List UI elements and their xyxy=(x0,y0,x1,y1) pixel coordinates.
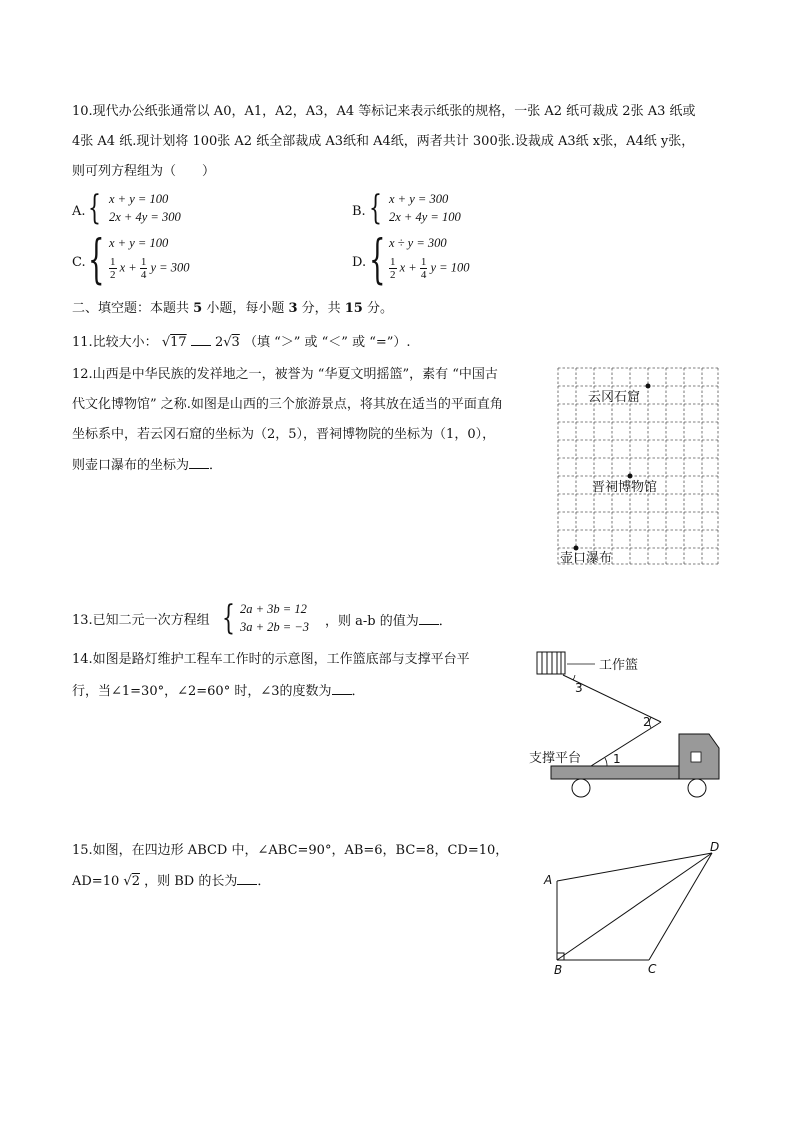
q12-line4: 则壶口瀑布的坐标为 ． xyxy=(72,458,223,473)
q10-option-A-brace: { xyxy=(88,188,101,228)
label-platform: 支撑平台 xyxy=(529,751,582,766)
q10-option-B-eq1: x + y = 300 xyxy=(389,192,449,206)
label-point-A: A xyxy=(544,873,553,887)
label-point-D: D xyxy=(710,840,720,854)
sqrt-icon: √3 xyxy=(223,335,240,350)
q12-answer-blank[interactable] xyxy=(189,456,209,469)
q13-tail: ，则 a-b 的值为 ． xyxy=(325,614,452,629)
cab-window xyxy=(691,752,701,762)
q11-answer-blank[interactable] xyxy=(191,333,211,346)
point-hukou xyxy=(574,546,579,551)
q14-truck-diagram xyxy=(525,648,725,800)
fraction-quarter: $\frac{1}{4}$ xyxy=(420,256,427,281)
label-jinci: 晋祠博物馆 xyxy=(592,480,658,495)
q10-option-C-label: C. xyxy=(72,255,86,270)
q14-answer-blank[interactable] xyxy=(332,682,352,695)
q10-option-C-eq2: $\frac{1}{2}$ x + $\frac{1}{4}$ y = 300 xyxy=(110,256,190,281)
fraction-half: $\frac{1}{2}$ xyxy=(390,256,396,281)
q15-line2: AD=10 √2 ，则 BD 的长为 ． xyxy=(72,874,271,889)
label-angle1: 1 xyxy=(613,752,621,766)
q10-option-B-eq2: 2x + 4y = 100 xyxy=(389,210,461,224)
q10-line1: 10.现代办公纸张通常以 A0，A1，A2，A3，A4 等标记来表示纸张的规格，一张 A2 纸可裁成 2张 A3 纸或 xyxy=(72,104,696,119)
q12-line3: 坐标系中，若云冈石窟的坐标为（2，5），晋祠博物院的坐标为（1，0）， xyxy=(72,427,496,442)
q10-option-B-brace: { xyxy=(369,188,382,228)
q10-line2: 4张 A4 纸.现计划将 100张 A2 纸全部裁成 A3纸和 A4纸，两者共计 300张.设裁成 A3纸 x张，A4纸 y张， xyxy=(72,134,695,149)
label-angle2: 2 xyxy=(643,715,651,729)
q10-option-D-brace: { xyxy=(369,230,386,290)
point-yungang xyxy=(646,384,651,389)
q10-option-A-eq1: x + y = 100 xyxy=(109,192,169,206)
q15-answer-blank[interactable] xyxy=(237,872,257,885)
q11-line: 11.比较大小： √17 2√3 （填 “＞” 或 “＜” 或 “=”）. xyxy=(72,335,411,350)
q13-prefix: 13.已知二元一次方程组 xyxy=(72,613,210,628)
q13-eq1: 2a + 3b = 12 xyxy=(240,602,307,616)
sqrt-icon: √17 xyxy=(161,335,187,350)
q10-option-C-eq1: x + y = 100 xyxy=(109,236,169,250)
q12-grid-map xyxy=(556,366,722,568)
q10-option-A-eq2: 2x + 4y = 300 xyxy=(109,210,181,224)
q15-quadrilateral xyxy=(536,836,726,978)
q14-line1: 14.如图是路灯维护工程车工作时的示意图，工作篮底部与支撑平台平 xyxy=(72,652,470,667)
q10-line3: 则可列方程组为（ ） xyxy=(72,164,216,179)
q10-option-C-brace: { xyxy=(88,230,105,290)
label-hukou: 壶口瀑布 xyxy=(560,551,613,566)
label-yungang: 云冈石窟 xyxy=(588,390,641,405)
q10-option-D-eq1: x ÷ y = 300 xyxy=(389,236,447,250)
q15-line1: 15.如图，在四边形 ABCD 中，∠ABC=90°，AB=6，BC=8，CD=10， xyxy=(72,843,509,858)
fraction-half: $\frac{1}{2}$ xyxy=(110,256,116,281)
wheel-rear-icon xyxy=(572,779,590,797)
label-basket: 工作篮 xyxy=(599,658,639,673)
q10-option-D-label: D. xyxy=(352,255,367,270)
q12-line2: 代文化博物馆” 之称.如图是山西的三个旅游景点，将其放在适当的平面直角 xyxy=(72,397,503,412)
q12-line1: 12.山西是中华民族的发祥地之一，被誉为 “华夏文明摇篮”，素有 “中国古 xyxy=(72,367,498,382)
point-jinci xyxy=(628,474,633,479)
section-heading: 二、填空题：本题共 5 小题，每小题 3 分，共 15 分。 xyxy=(72,301,393,316)
support-platform xyxy=(551,766,679,779)
q13-answer-blank[interactable] xyxy=(419,612,439,625)
q10-option-B-label: B. xyxy=(352,204,366,219)
sqrt-icon: √2 xyxy=(123,874,140,889)
label-point-C: C xyxy=(648,962,657,976)
label-angle3: 3 xyxy=(575,681,583,695)
label-point-B: B xyxy=(554,963,563,977)
q10-option-D-eq2: $\frac{1}{2}$ x + $\frac{1}{4}$ y = 100 xyxy=(390,256,470,281)
wheel-front-icon xyxy=(688,779,706,797)
q10-option-A-label: A. xyxy=(72,204,86,219)
q14-line2: 行，当∠1=30°，∠2=60° 时，∠3的度数为 ． xyxy=(72,684,365,699)
q13-eq2: 3a + 2b = −3 xyxy=(240,620,310,634)
q13-brace: { xyxy=(222,598,235,638)
fraction-quarter: $\frac{1}{4}$ xyxy=(140,256,147,281)
